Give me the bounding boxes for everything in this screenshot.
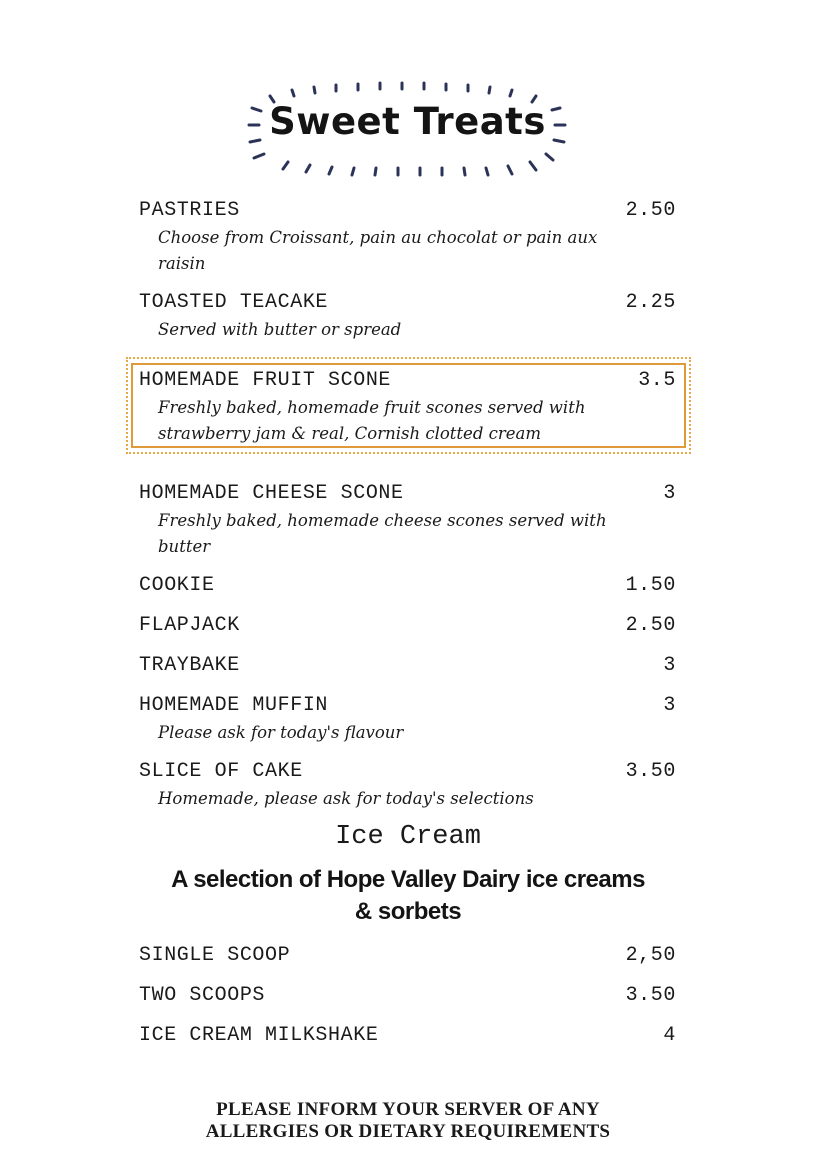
item-price: 3: [663, 694, 676, 717]
item-name: HOMEMADE FRUIT SCONE: [139, 369, 392, 392]
menu-item: [139, 614, 676, 638]
item-price: 2.50: [625, 199, 676, 222]
allergy-notice: [0, 1099, 816, 1143]
item-name: HOMEMADE MUFFIN: [139, 694, 329, 717]
item-description: Please ask for today's flavour: [158, 723, 404, 742]
item-description: Freshly baked, homemade cheese scones served with butter: [158, 511, 607, 556]
item-price: 3.5: [638, 369, 676, 392]
menu-item: [139, 760, 676, 812]
item-price: 3.50: [625, 984, 676, 1007]
item-name: COOKIE: [139, 574, 215, 597]
item-price: 3: [663, 482, 676, 505]
item-name: TOASTED TEACAKE: [139, 291, 329, 314]
menu-item: [139, 694, 676, 746]
menu-item: [139, 984, 676, 1008]
menu-item: [139, 291, 676, 343]
menu-item: [139, 199, 676, 277]
item-description: Choose from Croissant, pain au chocolat or pain aux raisin: [158, 228, 598, 273]
item-price: 2.25: [625, 291, 676, 314]
item-price: 1.50: [625, 574, 676, 597]
menu-item-highlighted: [139, 369, 676, 447]
menu-item: [139, 1024, 676, 1048]
item-price: 2,50: [625, 944, 676, 967]
item-name: TWO SCOOPS: [139, 984, 266, 1007]
item-price: 4: [663, 1024, 676, 1047]
title-badge: [240, 78, 575, 183]
section-title: Ice Cream: [335, 822, 481, 852]
page-title: Sweet Treats: [269, 100, 546, 143]
menu-item: [139, 654, 676, 678]
item-name: PASTRIES: [139, 199, 240, 222]
item-description: Served with butter or spread: [158, 320, 402, 339]
item-name: TRAYBAKE: [139, 654, 240, 677]
menu-item: [139, 482, 676, 560]
item-name: HOMEMADE CHEESE SCONE: [139, 482, 404, 505]
item-description: Homemade, please ask for today's selections: [158, 789, 534, 808]
menu-item: [139, 944, 676, 968]
section-subtitle: A selection of Hope Valley Dairy ice creams & sorbets: [171, 866, 645, 925]
item-name: ICE CREAM MILKSHAKE: [139, 1024, 379, 1047]
item-price: 3: [663, 654, 676, 677]
item-name: SLICE OF CAKE: [139, 760, 303, 783]
item-price: 3.50: [625, 760, 676, 783]
item-name: FLAPJACK: [139, 614, 240, 637]
allergy-notice-line: ALLERGIES OR DIETARY REQUIREMENTS: [205, 1121, 611, 1142]
item-name: SINGLE SCOOP: [139, 944, 291, 967]
allergy-notice-line: PLEASE INFORM YOUR SERVER OF ANY: [216, 1099, 600, 1120]
item-price: 2.50: [625, 614, 676, 637]
menu-item: [139, 574, 676, 598]
item-description: Freshly baked, homemade fruit scones served with strawberry jam & real, Cornish clotted cream: [158, 398, 586, 443]
